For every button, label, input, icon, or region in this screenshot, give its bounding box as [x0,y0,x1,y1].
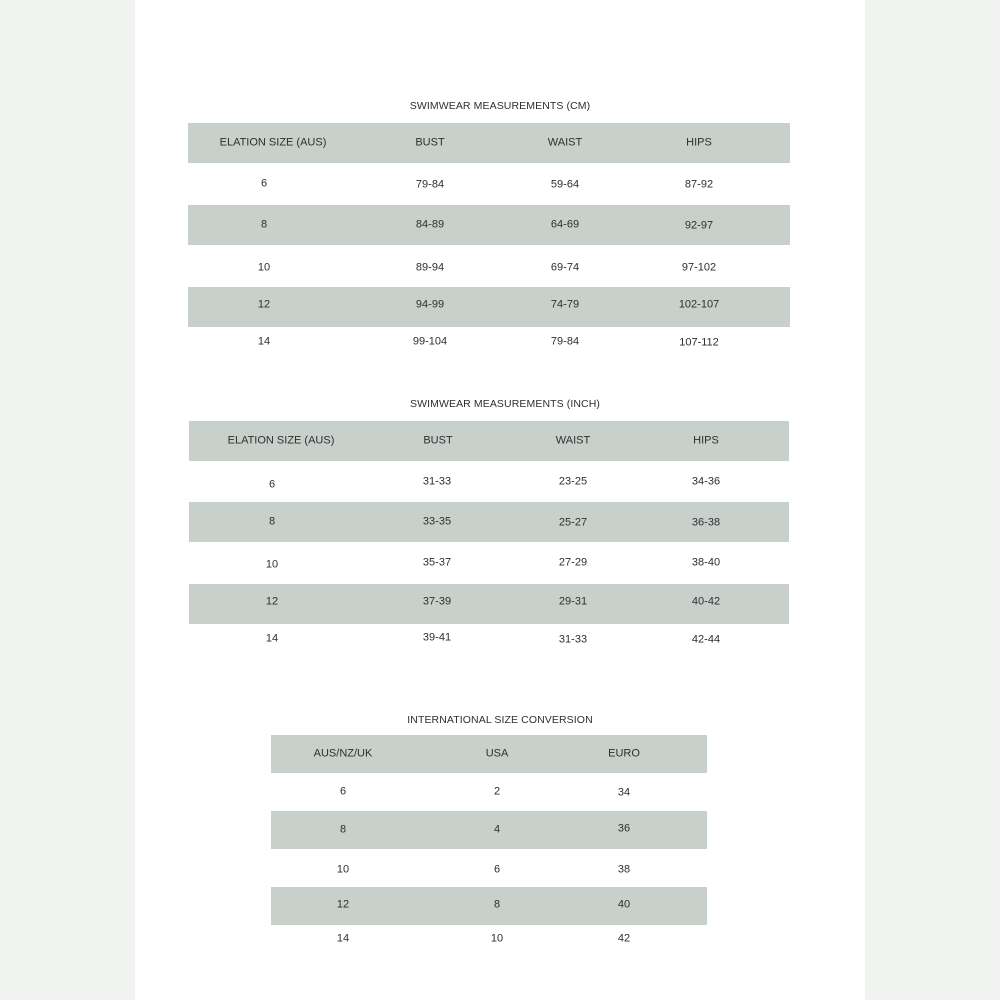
cell-size: 10 [265,558,279,571]
cell-hips: 42-44 [691,633,721,646]
table-row [271,773,707,811]
cell-hips: 34-36 [691,475,721,488]
cell-usa: 4 [493,823,501,836]
cell-size: 8 [268,515,276,528]
table-title-international: INTERNATIONAL SIZE CONVERSION [407,714,593,726]
table-row [189,584,789,624]
table-header-row [188,123,790,163]
cell-aus: 6 [339,785,347,798]
cell-waist: 59-64 [550,178,580,191]
table-row [188,287,790,327]
header-bust: BUST [423,434,453,447]
cell-size: 8 [260,218,268,231]
table-row [271,887,707,925]
cell-waist: 69-74 [550,261,580,274]
cell-bust: 84-89 [415,218,445,231]
header-hips: HIPS [686,136,712,149]
table-header-row [271,735,707,773]
cell-euro: 36 [617,822,631,835]
table-row [189,462,789,502]
cell-size: 12 [265,595,279,608]
table-row [271,811,707,849]
header-aus-nz-uk: AUS/NZ/UK [313,747,373,760]
table-row [271,925,707,955]
cell-waist: 79-84 [550,335,580,348]
cell-usa: 2 [493,785,501,798]
cell-aus: 12 [336,898,350,911]
header-euro: EURO [608,747,640,760]
table-title-cm: SWIMWEAR MEASUREMENTS (CM) [409,100,591,112]
cell-hips: 107-112 [679,336,719,349]
header-waist: WAIST [547,136,583,149]
table-row [188,164,790,204]
cell-bust: 39-41 [422,631,452,644]
cell-bust: 35-37 [422,556,452,569]
cell-size: 10 [257,261,271,274]
cell-euro: 40 [617,898,631,911]
header-waist: WAIST [555,434,591,447]
cell-aus: 8 [339,823,347,836]
cell-size: 14 [257,335,271,348]
cell-size: 14 [265,632,279,645]
cell-waist: 74-79 [550,298,580,311]
header-hips: HIPS [693,434,719,447]
table-row [189,625,789,665]
table-row [188,328,790,368]
cell-waist: 27-29 [558,556,588,569]
cell-bust: 99-104 [412,335,448,348]
table-row [188,246,790,286]
table-row [189,543,789,583]
cell-waist: 64-69 [550,218,580,231]
cell-hips: 97-102 [681,261,717,274]
table-row [188,205,790,245]
cell-usa: 6 [493,863,501,876]
header-bust: BUST [415,136,445,149]
cell-waist: 23-25 [558,475,588,488]
cell-size: 12 [257,298,271,311]
table-row [189,502,789,542]
cell-aus: 10 [336,863,350,876]
header-size: ELATION SIZE (AUS) [227,434,335,447]
cell-bust: 37-39 [422,595,452,608]
cell-usa: 10 [490,932,504,945]
cell-bust: 33-35 [422,515,452,528]
table-inch [189,421,789,661]
table-international [271,735,707,955]
table-cm [188,123,790,363]
cell-waist: 29-31 [558,595,588,608]
cell-hips: 87-92 [684,178,714,191]
size-chart-sheet [135,0,865,1000]
cell-hips: 92-97 [684,219,714,232]
cell-euro: 34 [617,786,631,799]
header-usa: USA [485,747,509,760]
cell-euro: 42 [617,932,631,945]
cell-waist: 25-27 [558,516,588,529]
table-row [271,849,707,887]
cell-size: 6 [260,177,268,190]
table-header-row [189,421,789,461]
cell-aus: 14 [336,932,350,945]
cell-bust: 31-33 [422,475,452,488]
header-size: ELATION SIZE (AUS) [219,136,327,149]
cell-hips: 102-107 [678,298,720,311]
cell-hips: 36-38 [691,516,721,529]
cell-bust: 94-99 [415,298,445,311]
cell-usa: 8 [493,898,501,911]
cell-size: 6 [268,478,276,491]
cell-waist: 31-33 [558,633,588,646]
cell-bust: 89-94 [415,261,445,274]
cell-bust: 79-84 [415,178,445,191]
cell-hips: 38-40 [691,556,721,569]
cell-hips: 40-42 [691,595,721,608]
cell-euro: 38 [617,863,631,876]
table-title-inch: SWIMWEAR MEASUREMENTS (INCH) [409,398,601,410]
